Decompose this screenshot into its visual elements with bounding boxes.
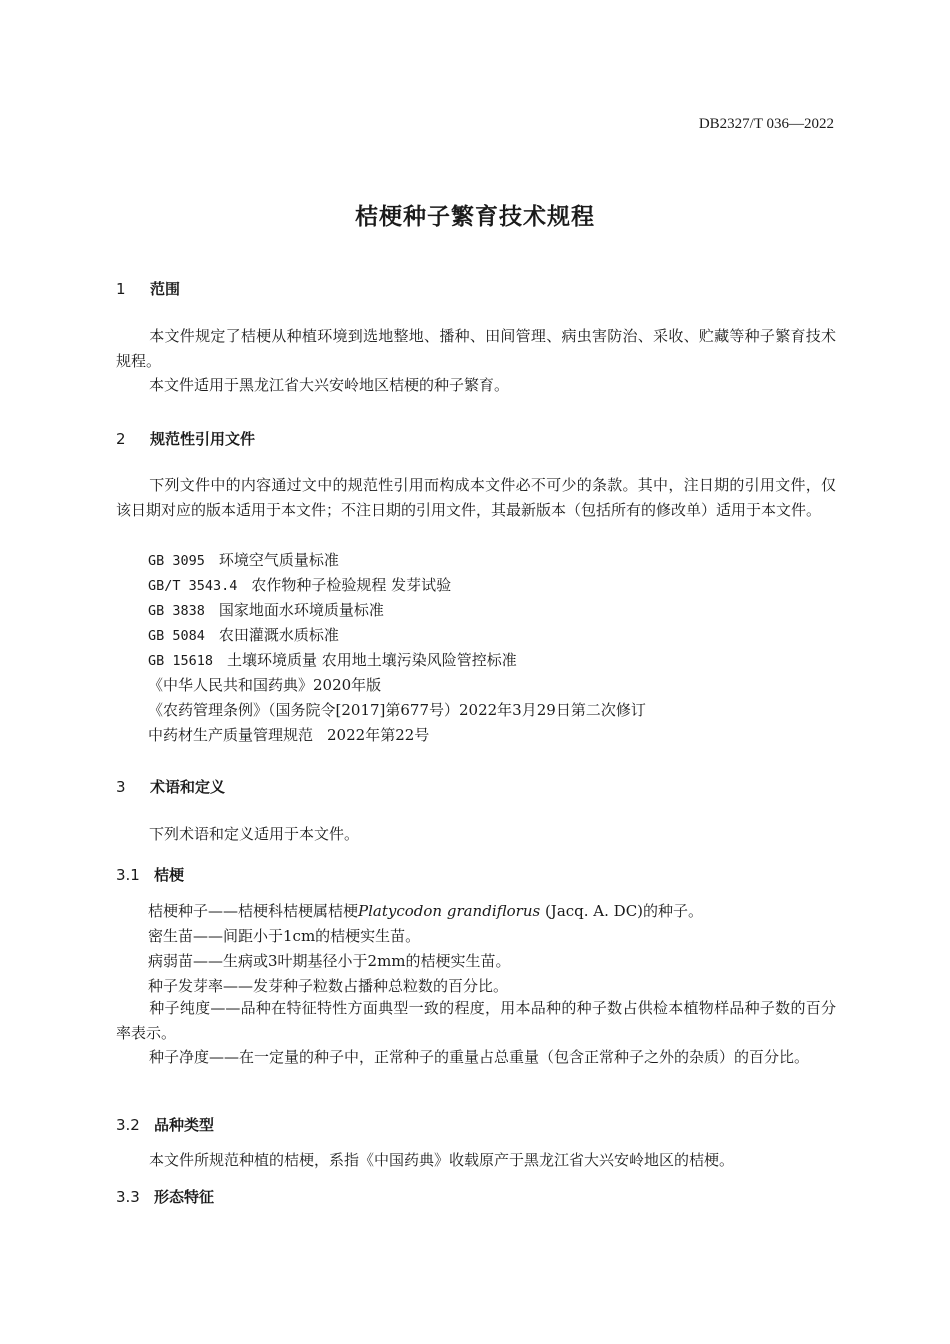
reference-item [148,549,339,570]
reference-name: 国家地面水环境质量标准 [218,601,384,619]
term-definition [116,996,836,1045]
term-definition: 种子发芽率——发芽种子粒数占播种总粒数的百分比。 [148,977,509,995]
reference-name: 中药材生产质量管理规范 [148,726,314,744]
scope-paragraph-1 [116,324,836,373]
document-title: 桔梗种子繁育技术规程 [355,204,595,230]
reference-item [148,649,517,670]
term-definition [116,1045,836,1070]
subsection-3-2-heading [116,1114,214,1135]
section-number: 3.3 [116,1188,140,1206]
section-title: 规范性引用文件 [150,430,256,448]
reference-name: 农田灌溉水质标准 [218,626,339,644]
paragraph-text: 本文件适用于黑龙江省大兴安岭地区桔梗的种子繁育。 [149,376,510,394]
reference-code: GB 3838 [148,603,205,619]
section-title: 范围 [150,280,181,298]
paragraph-text: 本文件规定了桔梗从种植环境到选地整地、播种、田间管理、病虫害防治、采收、贮藏等种子繁育技术规程。 [116,327,836,370]
references-intro [116,473,836,522]
paragraph-text: 下列文件中的内容通过文中的规范性引用而构成本文件必不可少的条款。其中，注日期的引用文件，仅该日期对应的版本适用于本文件；不注日期的引用文件，其最新版本（包括所有的修改单）适用于本文件。 [116,476,836,519]
reference-code: 2022年第22号 [327,726,430,744]
document-code: DB2327/T 036—2022 [698,116,834,132]
section-title: 术语和定义 [150,778,226,796]
reference-name: 土壤环境质量 农用地土壤污染风险管控标准 [227,651,517,669]
reference-code: GB 15618 [148,653,214,669]
paragraph-text: 种子净度——在一定量的种子中，正常种子的重量占总重量（包含正常种子之外的杂质）的百分比。 [149,1048,810,1066]
reference-name: 环境空气质量标准 [218,551,339,569]
section-2-heading [116,428,255,449]
term-definition: 密生苗——间距小于1cm的桔梗实生苗。 [148,927,421,945]
scope-paragraph-2 [116,373,836,398]
terms-intro [116,822,836,847]
reference-item: 《农药管理条例》（国务院令[2017]第677号）2022年3月29日第二次修订 [148,701,646,719]
reference-code: GB/T 3543.4 [148,578,238,594]
subsection-3-3-heading [116,1186,214,1207]
section-number: 3.1 [116,866,140,884]
reference-item [148,599,384,620]
reference-item [148,574,451,595]
section-number: 1 [116,280,126,298]
reference-item [148,624,339,645]
term-text: (Jacq. A. DC)的种子。 [540,902,704,920]
term-definition: 病弱苗——生病或3叶期基径小于2mm的桔梗实生苗。 [148,952,511,970]
section-number: 3 [116,778,126,796]
section-number: 2 [116,430,126,448]
subsection-3-1-heading [116,864,184,885]
section-1-heading [116,278,180,299]
reference-item: 《中华人民共和国药典》2020年版 [148,676,382,694]
latin-name: Platycodon grandiflorus [358,902,541,920]
reference-code: GB 5084 [148,628,205,644]
reference-item [148,724,429,745]
paragraph-text: 本文件所规范种植的桔梗，系指《中国药典》收载原产于黑龙江省大兴安岭地区的桔梗。 [149,1151,735,1169]
section-number: 3.2 [116,1116,140,1134]
paragraph-text: 种子纯度——品种在特征特性方面典型一致的程度，用本品种的种子数占供检本植物样品种子数的百分率表示。 [116,999,836,1042]
section-title: 桔梗 [154,866,185,884]
variety-paragraph [116,1148,836,1173]
section-3-heading [116,776,225,797]
section-title: 品种类型 [154,1116,215,1134]
term-definition [148,900,703,921]
term-text: 桔梗种子——桔梗科桔梗属桔梗 [148,902,359,920]
reference-code: GB 3095 [148,553,205,569]
paragraph-text: 下列术语和定义适用于本文件。 [149,825,360,843]
reference-name: 农作物种子检验规程 发芽试验 [251,576,452,594]
section-title: 形态特征 [154,1188,215,1206]
